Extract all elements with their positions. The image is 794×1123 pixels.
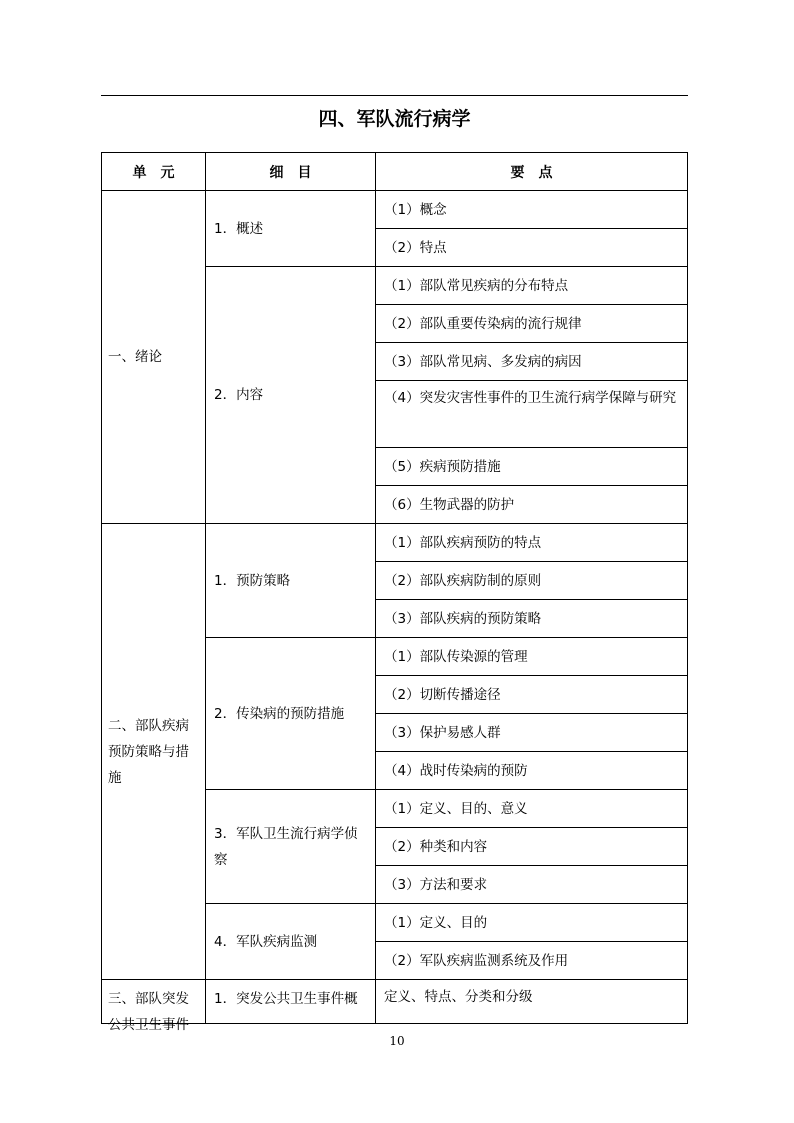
point-cell: （3）方法和要求 — [376, 866, 688, 904]
unit-cell: 一、绪论 — [102, 191, 206, 524]
point-cell: （1）部队疾病预防的特点 — [376, 524, 688, 562]
point-cell: （2）特点 — [376, 229, 688, 267]
point-cell: （5）疾病预防措施 — [376, 448, 688, 486]
unit-label-clip: 三、部队突发公共卫生事件 — [108, 991, 189, 1033]
table-row — [102, 191, 688, 229]
point-cell: （3）保护易感人群 — [376, 714, 688, 752]
point-cell: （1）部队传染源的管理 — [376, 638, 688, 676]
table-row — [102, 524, 688, 562]
point-cell: （4）突发灾害性事件的卫生流行病学保障与研究 — [376, 381, 688, 448]
table-row — [102, 980, 688, 1024]
point-cell: （2）种类和内容 — [376, 828, 688, 866]
item-cell: 4．军队疾病监测 — [206, 904, 376, 980]
item-cell — [206, 980, 376, 1024]
header-rule — [101, 95, 688, 96]
unit-cell: 二、部队疾病预防策略与措施 — [102, 524, 206, 980]
point-cell: （2）部队疾病防制的原则 — [376, 562, 688, 600]
point-cell: （3）部队常见病、多发病的病因 — [376, 343, 688, 381]
point-cell: （1）定义、目的 — [376, 904, 688, 942]
point-cell: （3）部队疾病的预防策略 — [376, 600, 688, 638]
item-cell: 2．传染病的预防措施 — [206, 638, 376, 790]
syllabus-table — [101, 152, 688, 1033]
item-cell: 2．内容 — [206, 267, 376, 524]
point-cell: （2）部队重要传染病的流行规律 — [376, 305, 688, 343]
item-cell: 1．概述 — [206, 191, 376, 267]
header-unit: 单 元 — [102, 153, 206, 191]
table-header-row — [102, 153, 688, 191]
point-cell: 定义、特点、分类和分级 — [376, 980, 688, 1024]
point-cell: （4）战时传染病的预防 — [376, 752, 688, 790]
page-title: 四、军队流行病学 — [318, 108, 471, 130]
point-cell: （1）定义、目的、意义 — [376, 790, 688, 828]
point-cell: （1）部队常见疾病的分布特点 — [376, 267, 688, 305]
point-cell: （6）生物武器的防护 — [376, 486, 688, 524]
point-cell: （2）军队疾病监测系统及作用 — [376, 942, 688, 980]
item-cell: 1．预防策略 — [206, 524, 376, 638]
item-cell: 3．军队卫生流行病学侦察 — [206, 790, 376, 904]
page-number: 10 — [389, 1034, 405, 1048]
point-cell: （1）概念 — [376, 191, 688, 229]
point-cell: （2）切断传播途径 — [376, 676, 688, 714]
item-label-clip: 1．突发公共卫生事件概 — [214, 991, 358, 1007]
header-item: 细 目 — [206, 153, 376, 191]
unit-cell — [102, 980, 206, 1033]
header-points: 要 点 — [376, 153, 688, 191]
